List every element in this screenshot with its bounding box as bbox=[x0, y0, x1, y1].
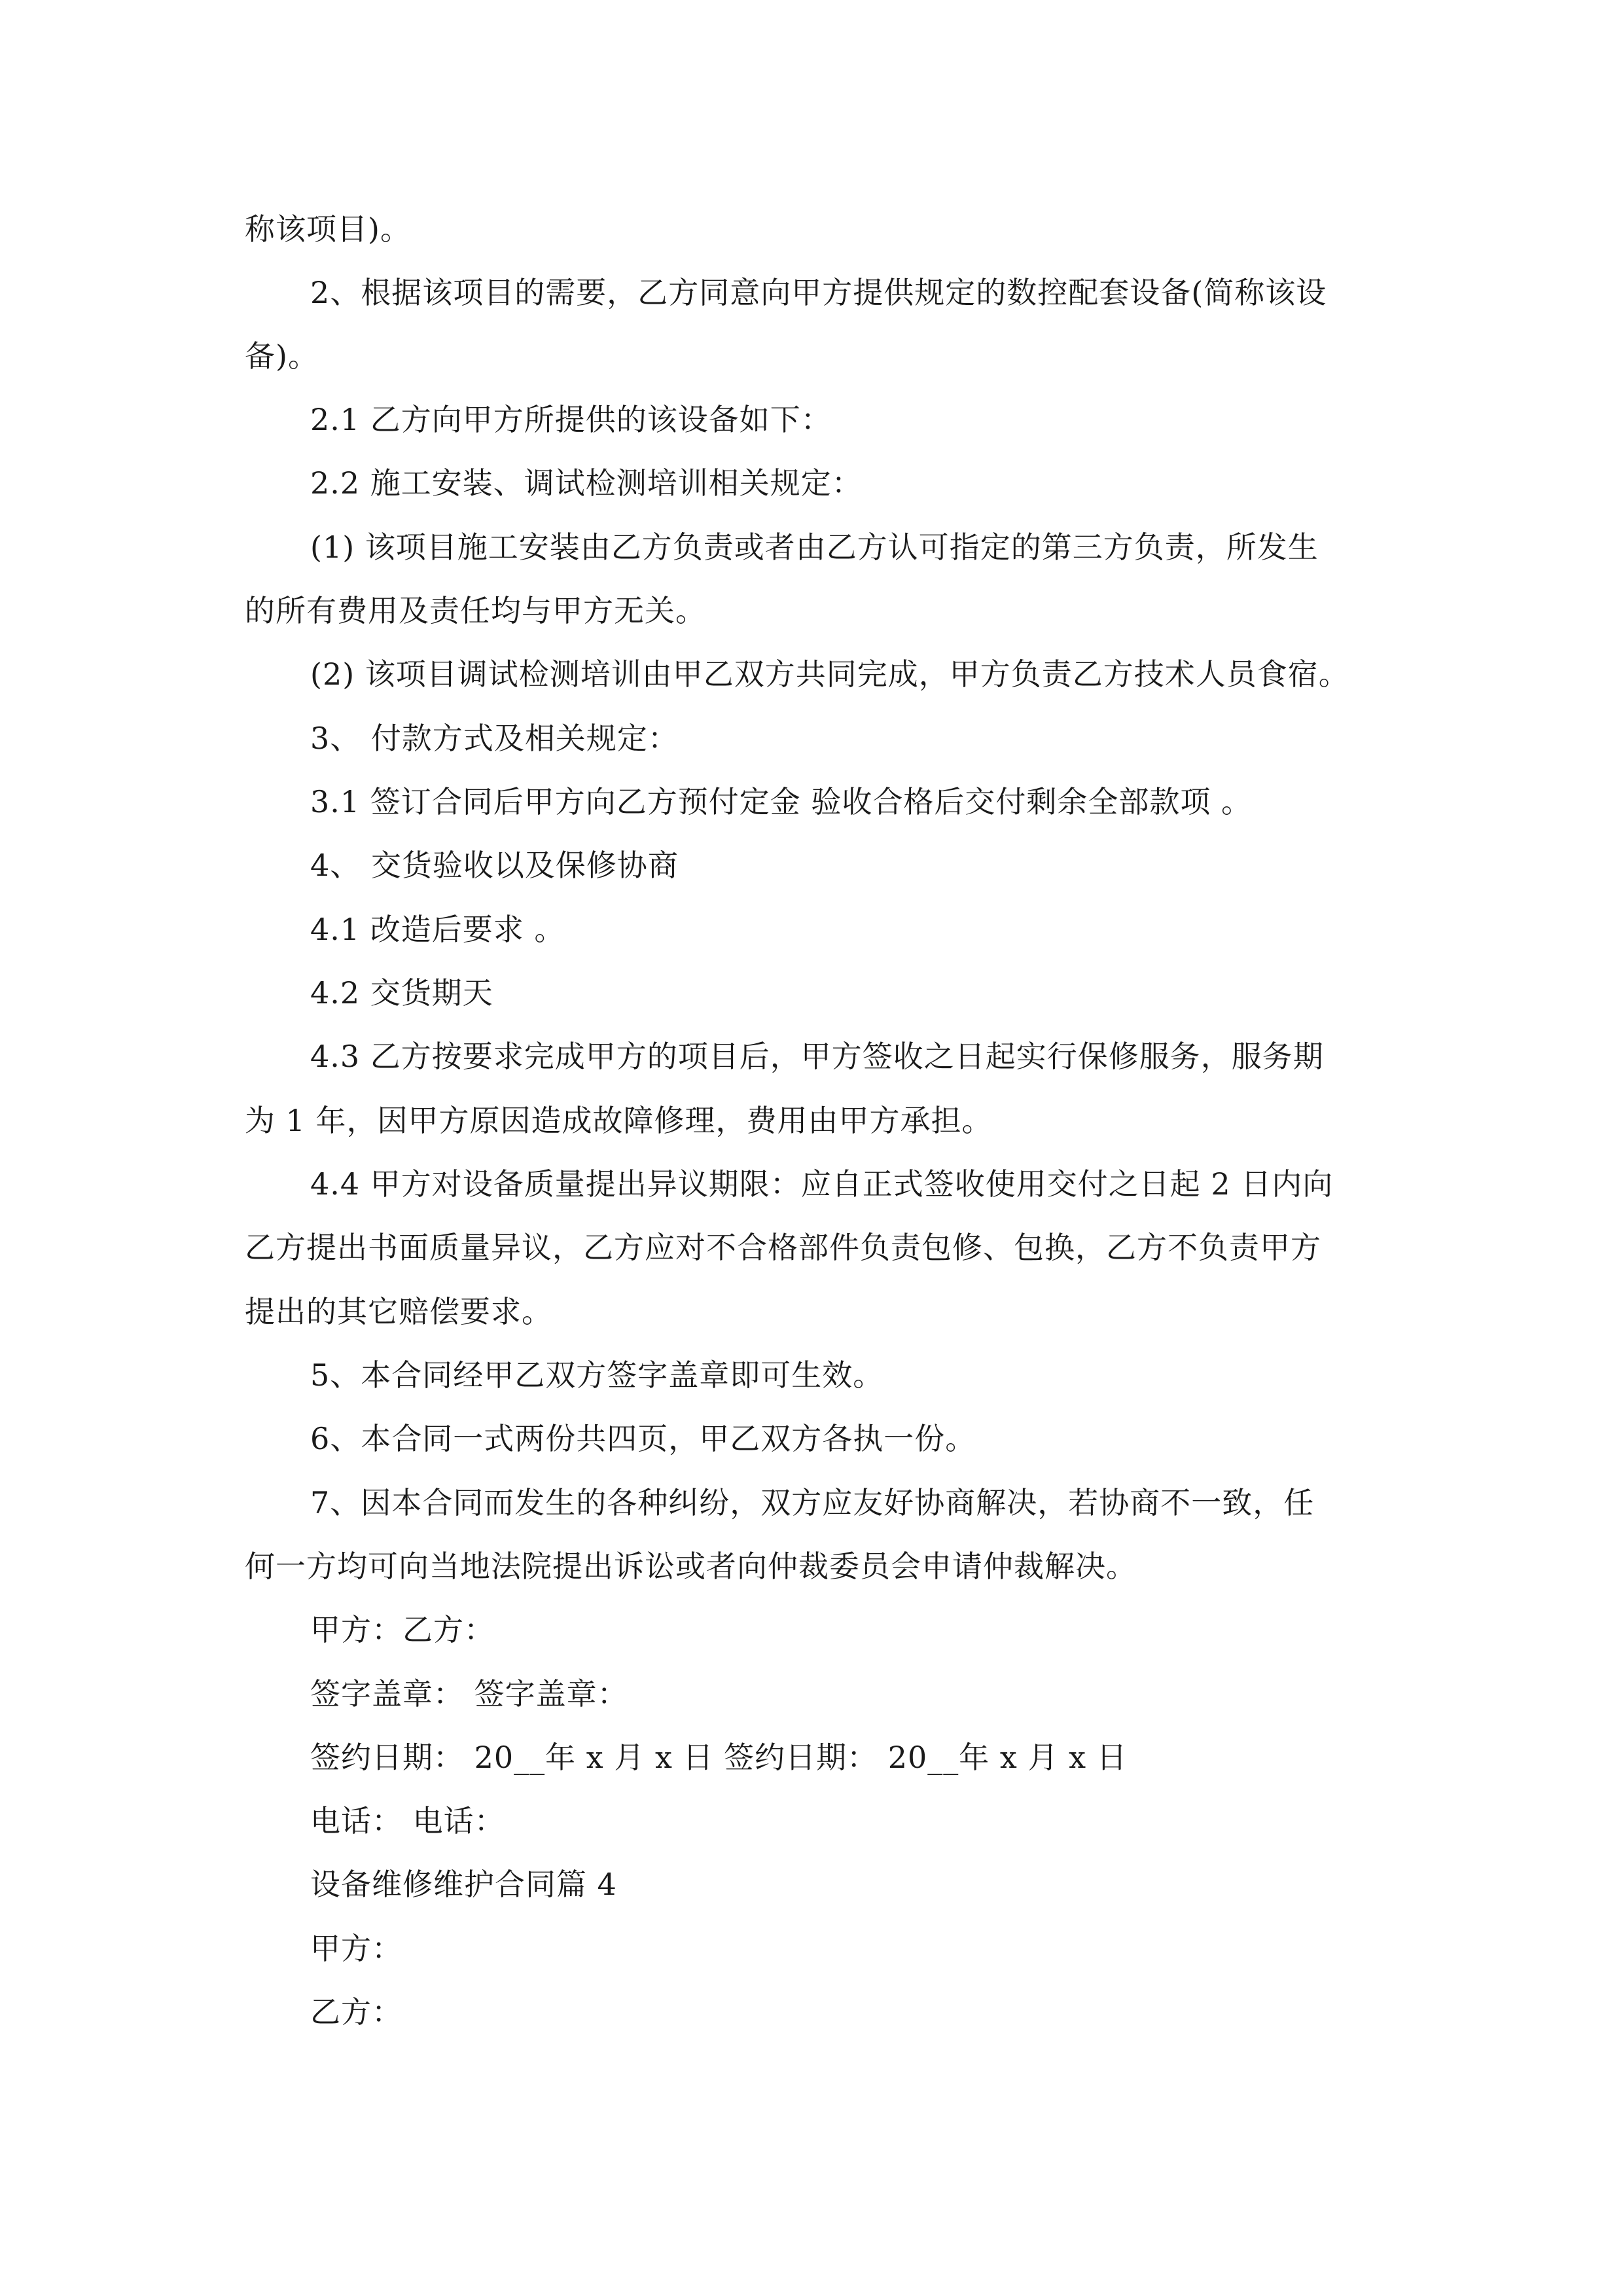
text-line: 的所有费用及责任均与甲方无关。 bbox=[245, 593, 706, 628]
text-line: 3、 付款方式及相关规定： bbox=[310, 721, 679, 756]
text-line: (1) 该项目施工安装由乙方负责或者由乙方认可指定的第三方负责，所发生 bbox=[310, 529, 1319, 565]
text-line: 3.1 签订合同后甲方向乙方预付定金 验收合格后交付剩余全部款项 。 bbox=[310, 784, 1253, 819]
text-line: 4、 交货验收以及保修协商 bbox=[310, 848, 679, 883]
text-line: 提出的其它赔偿要求。 bbox=[245, 1294, 552, 1329]
text-line: (2) 该项目调试检测培训由甲乙双方共同完成，甲方负责乙方技术人员食宿。 bbox=[310, 656, 1349, 692]
text-line: 2、根据该项目的需要，乙方同意向甲方提供规定的数控配套设备(简称该设 bbox=[310, 275, 1327, 310]
text-line: 4.3 乙方按要求完成甲方的项目后，甲方签收之日起实行保修服务，服务期 bbox=[310, 1039, 1324, 1074]
text-line: 甲方： bbox=[310, 1931, 402, 1966]
text-line: 为 1 年，因甲方原因造成故障修理，费用由甲方承担。 bbox=[245, 1103, 993, 1138]
text-line: 称该项目)。 bbox=[245, 211, 411, 247]
text-line: 乙方： bbox=[310, 1994, 402, 2030]
text-line: 乙方提出书面质量异议，乙方应对不合格部件负责包修、包换，乙方不负责甲方 bbox=[245, 1230, 1321, 1265]
text-line: 电话： 电话： bbox=[310, 1803, 505, 1839]
text-line: 甲方：乙方： bbox=[310, 1612, 495, 1647]
text-line: 4.4 甲方对设备质量提出异议期限：应自正式签收使用交付之日起 2 日内向 bbox=[310, 1166, 1334, 1202]
text-line: 签约日期： 20__年 x 月 x 日 签约日期： 20__年 x 月 x 日 bbox=[310, 1740, 1128, 1775]
text-line: 签字盖章： 签字盖章： bbox=[310, 1676, 628, 1712]
text-line: 备)。 bbox=[245, 338, 319, 374]
text-line: 6、本合同一式两份共四页，甲乙双方各执一份。 bbox=[310, 1421, 976, 1456]
text-line: 4.1 改造后要求 。 bbox=[310, 912, 565, 947]
text-line: 何一方均可向当地法院提出诉讼或者向仲裁委员会申请仲裁解决。 bbox=[245, 1549, 1137, 1584]
text-line: 2.2 施工安装、调试检测培训相关规定： bbox=[310, 465, 863, 501]
text-line: 7、因本合同而发生的各种纠纷，双方应友好协商解决，若协商不一致，任 bbox=[310, 1485, 1315, 1520]
text-line: 2.1 乙方向甲方所提供的该设备如下： bbox=[310, 402, 832, 437]
text-line: 5、本合同经甲乙双方签字盖章即可生效。 bbox=[310, 1357, 884, 1393]
text-line: 4.2 交货期天 bbox=[310, 975, 493, 1011]
section-heading: 设备维修维护合同篇 4 bbox=[310, 1867, 617, 1902]
